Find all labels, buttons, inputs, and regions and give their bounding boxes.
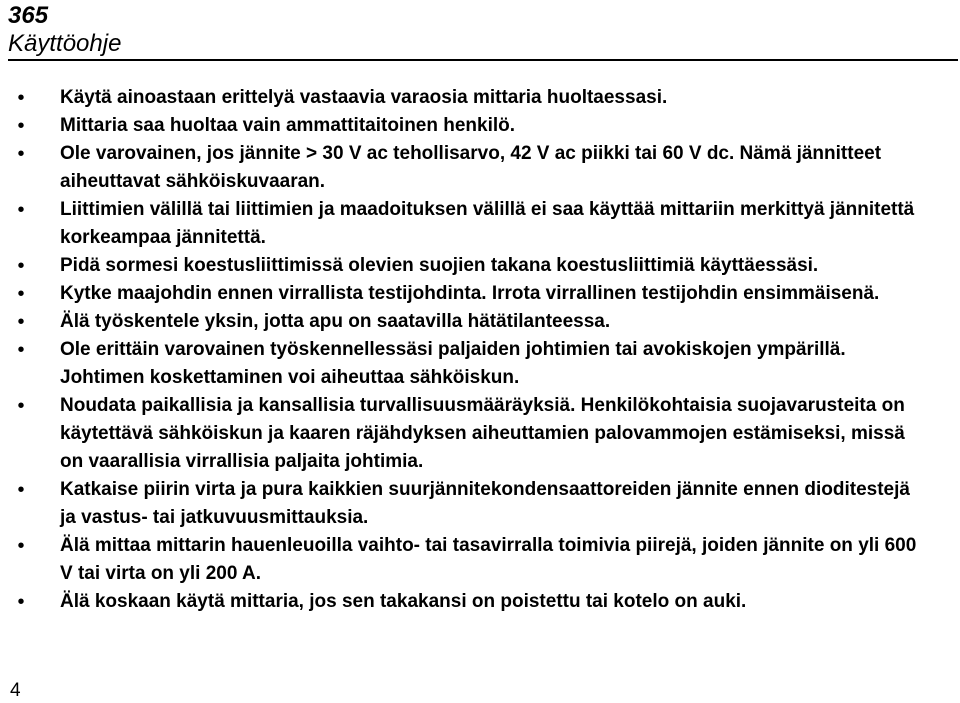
page-number: 4	[10, 680, 21, 701]
bullet-icon: •	[17, 339, 25, 361]
list-item	[0, 252, 960, 280]
list-item	[0, 280, 960, 308]
bullet-icon: •	[17, 199, 25, 221]
bullet-icon: •	[17, 143, 25, 165]
bullet-icon: •	[17, 115, 25, 137]
list-item	[0, 392, 960, 476]
manual-title: Käyttöohje	[8, 30, 122, 57]
list-item-text: Kytke maajohdin ennen virrallista testijohdinta. Irrota virrallinen testijohdin ensimmäisenä.	[60, 283, 880, 304]
header-divider	[8, 59, 958, 61]
list-item-text: Katkaise piirin virta ja pura kaikkien suurjännitekondensaattoreiden jännite ennen dioditestejä ja vastus- tai jatkuvuusmittauksia.	[60, 479, 910, 528]
bullet-icon: •	[17, 87, 25, 109]
bullet-icon: •	[17, 311, 25, 333]
list-item-text: Mittaria saa huoltaa vain ammattitaitoinen henkilö.	[60, 115, 516, 136]
list-item	[0, 308, 960, 336]
list-item	[0, 112, 960, 140]
list-item-text: Älä työskentele yksin, jotta apu on saatavilla hätätilanteessa.	[60, 311, 611, 332]
bullet-icon: •	[17, 395, 25, 417]
list-item-text: Älä mittaa mittarin hauenleuoilla vaihto- tai tasavirralla toimivia piirejä, joiden jännite on yli 600 V tai virta on yli 200 A.	[60, 535, 917, 584]
list-item	[0, 140, 960, 196]
bullet-icon: •	[17, 591, 25, 613]
page-header	[8, 0, 958, 58]
list-item	[0, 532, 960, 588]
list-item-text: Liittimien välillä tai liittimien ja maadoituksen välillä ei saa käyttää mittariin merkittyä jännitettä korkeampaa jännitettä.	[60, 199, 915, 248]
list-item-text: Noudata paikallisia ja kansallisia turvallisuusmääräyksiä. Henkilökohtaisia suojavarusteita on käytettävä sähköiskun ja kaaren räjähdyksen aiheuttamien palovammojen estämiseksi, missä on vaarallisia virrallisia paljaita johtimia.	[60, 395, 905, 472]
list-item	[0, 336, 960, 392]
bullet-icon: •	[17, 255, 25, 277]
list-item	[0, 476, 960, 532]
list-item-text: Pidä sormesi koestusliittimissä olevien suojien takana koestusliittimiä käyttäessäsi.	[60, 255, 819, 276]
safety-warning-list	[0, 84, 960, 616]
list-item	[0, 84, 960, 112]
model-number: 365	[8, 2, 49, 29]
list-item-text: Älä koskaan käytä mittaria, jos sen takakansi on poistettu tai kotelo on auki.	[60, 591, 747, 612]
list-item-text: Käytä ainoastaan erittelyä vastaavia varaosia mittaria huoltaessasi.	[60, 87, 668, 108]
list-item-text: Ole erittäin varovainen työskennellessäsi paljaiden johtimien tai avokiskojen ympärillä. Johtimen koskettaminen voi aiheuttaa sähköiskun.	[60, 339, 846, 388]
bullet-icon: •	[17, 535, 25, 557]
bullet-icon: •	[17, 479, 25, 501]
bullet-icon: •	[17, 283, 25, 305]
list-item	[0, 588, 960, 616]
list-item-text: Ole varovainen, jos jännite > 30 V ac tehollisarvo, 42 V ac piikki tai 60 V dc. Nämä jännitteet aiheuttavat sähköiskuvaaran.	[60, 143, 882, 192]
list-item	[0, 196, 960, 252]
